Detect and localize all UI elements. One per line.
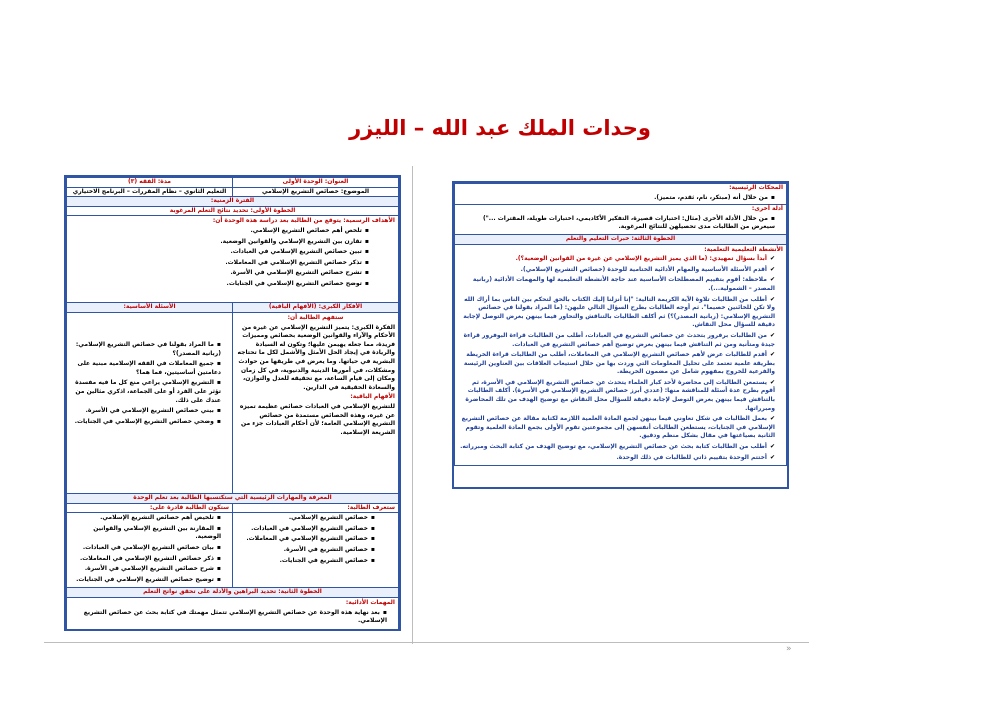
activity-item: ✔ يستمعن الطالبات إلى محاضرة لأحد كبار العلماء يتحدث عن خصائص التشريع الإسلامي في الأسرة، ثم أقوم بطرح عدة أسئلة للمناقشة منها: (عددي أبرز خصائص التشريع الإسلامي في الأسرة). أكلف الطالبات بالتناقش فيما بينهن بغرض التوصل لإجابة دقيقة للسؤال محل النقاش مع توضيح الهدف من تلك المحاضرة ومبرراتها. [458,379,775,413]
question-item: ▪ التشريع الإسلامي يراعي منع كل ما فيه مفسدة تؤثر على الفرد أو على الجماعة، اذكري مثالين من عندك على ذلك. [70,379,221,405]
other-evidence-section [455,205,787,235]
big-ideas-cell [233,312,399,493]
activity-item: ✔ بعمل الطالبات في شكل تعاوني فيما بينهن لجمع المادة العلمية اللازمة لكتابة مقالة عن خصائص التشريع الإسلامي في الجنايات، يستطعن الطالبات أنفسهن إلى مجموعتين تقوم الأولى بجمع المادة العلمية وتقوم الثانية بصياغتها في مقال بشكل منظم ودقيق. [458,415,775,441]
know-item: ▪ خصائص التشريع في الأسرة. [236,546,375,555]
essential-questions-heading: الأسئلة الأساسية: [67,303,233,313]
performance-tasks-heading: المهمات الأدائية: [345,598,395,606]
goal-item: ▪ تبين خصائص التشريع الإسلامي في العبادات. [70,248,369,257]
question-item: ▪ ما المراد بقولنا في خصائص التشريع الإسلامي: (ربانية المصدر)؟ [70,341,221,358]
knowledge-skills-heading: المعرفة والمهارات الرئيسية التي ستكتسبها الطالبة بعد تعلم الوحدة [67,493,399,503]
know-cell [233,513,399,588]
know-heading: ستعرف الطالبة: [233,503,399,513]
stage-one-label: الخطوة الأولى: تحديد نتائج التعلم المرغوبة [169,206,296,214]
stage-one-heading [67,206,399,216]
understand-heading: ستفهم الطالبة أن: [287,313,344,321]
topic-cell [233,187,399,197]
know-item: ▪ خصائص التشريع في الجنايات. [236,557,375,566]
learning-activities-heading: الأنشطة التعليمية التعلمية: [704,245,783,253]
able-to-heading: ستكون الطالبة قادرة على: [67,503,233,513]
question-item: ▪ وضحي خصائص التشريع الإسلامي في الجنايات. [70,418,221,427]
activity-item: ✔ ملاحظة: أقوم بتقييم المصطلحات الأساسية عند حاجة الأنشطة التعليمية لها والمهمات الأدائية (ربانية المصدر – الشمولية...). [458,276,775,293]
official-goals-heading: الأهداف الرسمية: يتوقع من الطالبة بعد دراسة هذه الوحدة أن: [212,217,395,225]
skill-item: ▪ المقارنة بين التشريع الإسلامي والقوانين الوضعية. [70,525,221,542]
skill-item: ▪ ذكر خصائص التشريع الإسلامي في المعاملات. [70,555,221,564]
skill-item: ▪ تلخيص أهم خصائص التشريع الإسلامي. [70,514,221,523]
goal-item: ▪ تلخص أهم خصائص التشريع الإسلامي. [70,227,369,236]
stage-three-heading: الخطوة الثالثة: خبرات التعليم والتعلم [455,234,787,244]
page-marker: » [786,644,792,654]
learning-experiences-plan [452,181,789,489]
other-evidence-item: ▪ من خلال الأدلة الأخرى (مثال: اختبارات قصيرة، التفكير الأكاديمي، اختبارات طويلة، المقترات ...") سيعرض من الطالبات مدى تحصيلهن للنتائج المرغوبة. [458,215,775,232]
question-item: ▪ جميع المعاملات في الفقه الإسلامية مبنية على دعامتين أساسيتين، فما هما؟ [70,360,221,377]
page-bottom-rule [44,642,809,643]
official-goals-section [67,216,399,303]
activity-item: ✔ أبدأ بسؤال تمهيدي: (ما الذي يميز التشريع الإسلامي عن غيره من القوانين الوضعية؟). [458,255,775,264]
goal-item: ▪ تقارن بين التشريع الإسلامي والقوانين الوضعية. [70,238,369,247]
lasting-understanding-heading: الأفهام الباقية: [350,393,395,401]
key-criteria-section [455,184,787,205]
goal-item: ▪ تشرح خصائص التشريع الإسلامي في الأسرة. [70,269,369,278]
activity-item: ✔ أطلب من الطالبات كتابة بحث عن خصائص التشريع الإسلامي، مع توضيح الهدف من كتابة البحث ومبرراته. [458,443,775,452]
big-ideas-heading: الأفكار الكبرى: (الأفهام الباقية) [233,303,399,313]
lasting-understanding-text: للتشريع الإسلامي في العبادات خصائص عظيمة تميزه عن غيره، وهذه الخصائص مستمدة من خصائص التشريع الإسلامي العامة؛ لأن أحكام العبادات جزء من الشريعة الإسلامية. [239,402,395,436]
big-idea-text: الفكرة الكبرى: يتميز التشريع الإسلامي عن غيره من الأحكام والآراء والقوانين الوضعية بخصائص ومميزات فريدة، مما جعله يهيمن عليها؛ وتكون له السيادة والريادة في إيجاد الحل الأمثل والأشمل لكل ما تحتاجه البشرية في حياتها. وما يعرض في طريقها من حوادث ومشكلات، في أمورها الدينية والدنيوية، في كل زمان ومكان إلى قيام الساعة، مع تحقيقه للعدل والتوازن، والسعادة الحقيقية في الدارين. [237,323,395,391]
activity-item: ✔ أقدم للطالبات عرض لأهم خصائص التشريع الإسلامي في المعاملات، أطلب من الطالبات قراءة الخريطة بطريقة علمية تعتمد على تحليل المعلومات التي وردت بها من خلال استيعاب العلاقات بين العناوين الرئيسة والفرعية للخروج بمفهوم شامل عن مضمون الخريطة. [458,351,775,377]
education-track-cell: التعليم الثانوي – نظام المقررات – البرنامج الاختياري [67,187,233,197]
stage-two-heading: الخطوة الثانية: تحديد البراهين والأدلة على تحقق نواتج التعلم [67,588,399,598]
skill-item: ▪ شرح خصائص التشريع الإسلامي في الأسرة. [70,565,221,574]
unit-title-cell: العنوان: الوحدة الأولى [233,178,399,188]
know-item: ▪ خصائص التشريع الإسلامي في المعاملات. [236,535,375,544]
learning-activities-section [455,244,787,466]
activity-item: ✔ من الطالبات برفرور بتحدث عن خصائص التشريع في العبادات، أطلب من الطالبات قراءة البوفرور قراءة جيدة ومتأنية ومن ثم التناقش فيما بينهن بغرض توضيح أهم خصائص التشريع في العبادات. [458,332,775,349]
time-period-heading: الفترة الزمنية: [67,197,399,207]
skill-item: ▪ بيان خصائص التشريع الإسلامي في العبادات. [70,544,221,553]
performance-task-item: ▪ بعد نهاية هذه الوحدة عن خصائص التشريع الإسلامي تتمثل مهمتك في كتابة بحث عن خصائص التشريع الإسلامي. [70,609,387,626]
understanding-by-design-plan [64,175,401,631]
able-to-cell [67,513,233,588]
know-item: ▪ خصائص التشريع الإسلامي. [236,514,375,523]
key-criteria-item: ▪ من خلال أنه (مبتكر، نام، ثقدم، متميز). [458,194,775,203]
essential-questions-cell [67,312,233,493]
goal-item: ▪ تذكر خصائص التشريع الإسلامي في المعاملات. [70,259,369,268]
course-duration-cell: مدة: الفقه (٣) [67,178,233,188]
skill-item: ▪ توضيح خصائص التشريع الإسلامي في الجنايات. [70,576,221,585]
activity-item: ✔ أختتم الوحدة بتقييم ذاتي للطالبات في ذلك الوحدة. [458,454,775,463]
activity-item: ✔ أطلب من الطالبات تلاوة الآية الكريمة التالية: "إنا أنزلنا إليك الكتاب بالحق لتحكم بين الناس بما أراك الله ولا تكن للخائنين خصيما". ثم أوجه الطالبات بطرح السؤال التالي عليهن: (ما المراد بقولنا في خصائص التشريع الإسلامي: (ربانية المصدر)؟) ثم أكلف الطالبات بالتناقش والتحاور فيما بينهن بغرض التوصل لإجابة دقيقة للسؤال محل النقاش. [458,296,775,330]
key-criteria-heading: المحكات الرئيسية: [729,184,783,191]
question-item: ▪ بيني خصائص التشريع الإسلامي في الأسرة. [70,407,221,416]
performance-tasks-section [67,597,399,629]
other-evidence-heading: أدلة أخرى: [751,205,783,213]
activity-item: ✔ أقدم الأسئلة الأساسية والمهام الأدائية الختامية للوحدة (خصائص التشريع الإسلامي). [458,266,775,275]
page-divider [412,166,413,644]
know-item: ▪ خصائص التشريع الإسلامي في العبادات. [236,525,375,534]
goal-item: ▪ توضح خصائص التشريع الإسلامي في الجنايات. [70,280,369,289]
topic-label: الموضوع: خصائص التشريع الإسلامي [261,187,370,195]
page-title: وحدات الملك عبد الله – الليزر [349,116,651,140]
